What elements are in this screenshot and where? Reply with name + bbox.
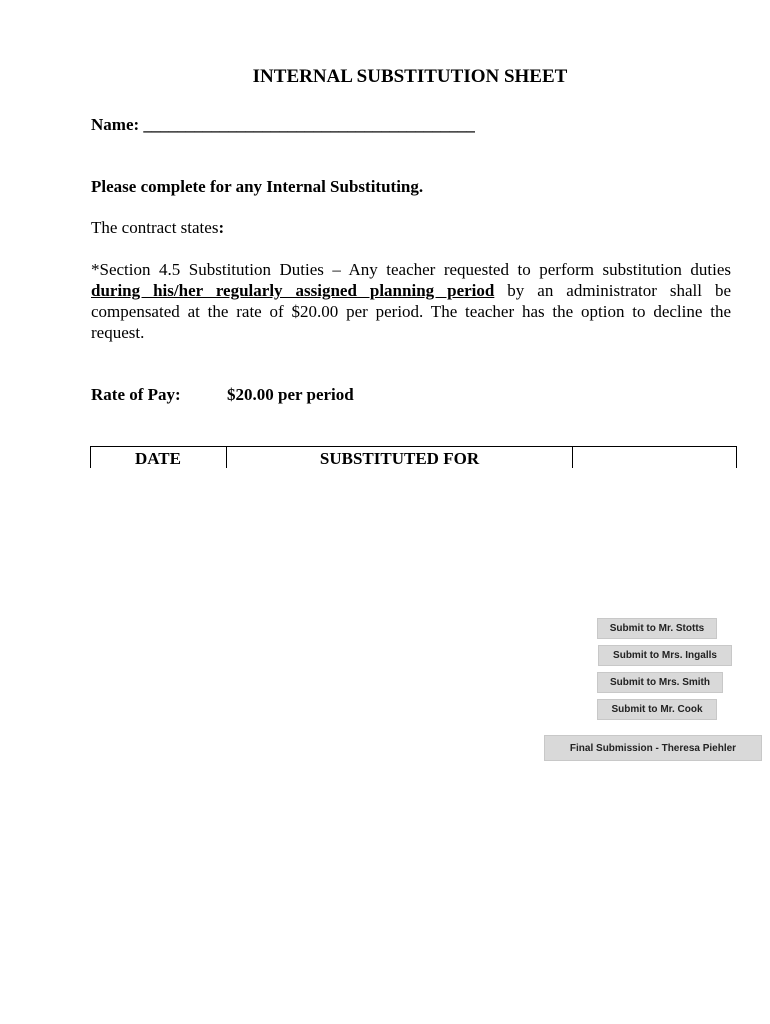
submit-smith-button[interactable]: Submit to Mrs. Smith — [597, 672, 723, 693]
submit-stotts-button[interactable]: Submit to Mr. Stotts — [597, 618, 717, 639]
section-paragraph — [91, 259, 731, 343]
contract-text: The contract states — [91, 218, 219, 237]
contract-intro — [91, 218, 224, 238]
section-prefix: *Section 4.5 Substitution Duties – Any teacher requested to perform substitution duties — [91, 260, 731, 279]
section-underlined: during his/her regularly assigned planning period — [91, 281, 495, 300]
submit-ingalls-button[interactable]: Submit to Mrs. Ingalls — [598, 645, 732, 666]
substitution-table-header — [90, 446, 737, 468]
header-substituted-for: SUBSTITUTED FOR — [319, 449, 480, 468]
name-label: Name: — [91, 115, 140, 134]
rate-value: $20.00 per period — [227, 385, 354, 404]
page-title: INTERNAL SUBSTITUTION SHEET — [252, 66, 568, 87]
section-suffix: by an administrator shall be compensated at the rate of $20.00 per period. The teacher has the option to decline the request. — [91, 281, 732, 342]
table-divider-2 — [572, 447, 573, 468]
rate-label: Rate of Pay: — [91, 385, 181, 404]
submit-cook-button[interactable]: Submit to Mr. Cook — [597, 699, 717, 720]
name-blank[interactable]: _______________________________________ — [143, 115, 475, 134]
instruction-text: Please complete for any Internal Substituting. — [91, 177, 424, 196]
header-date: DATE — [135, 449, 181, 468]
table-border-right — [736, 447, 737, 468]
final-submission-button[interactable]: Final Submission - Theresa Piehler — [544, 735, 762, 761]
contract-colon: : — [218, 218, 225, 237]
name-field[interactable] — [91, 115, 475, 135]
